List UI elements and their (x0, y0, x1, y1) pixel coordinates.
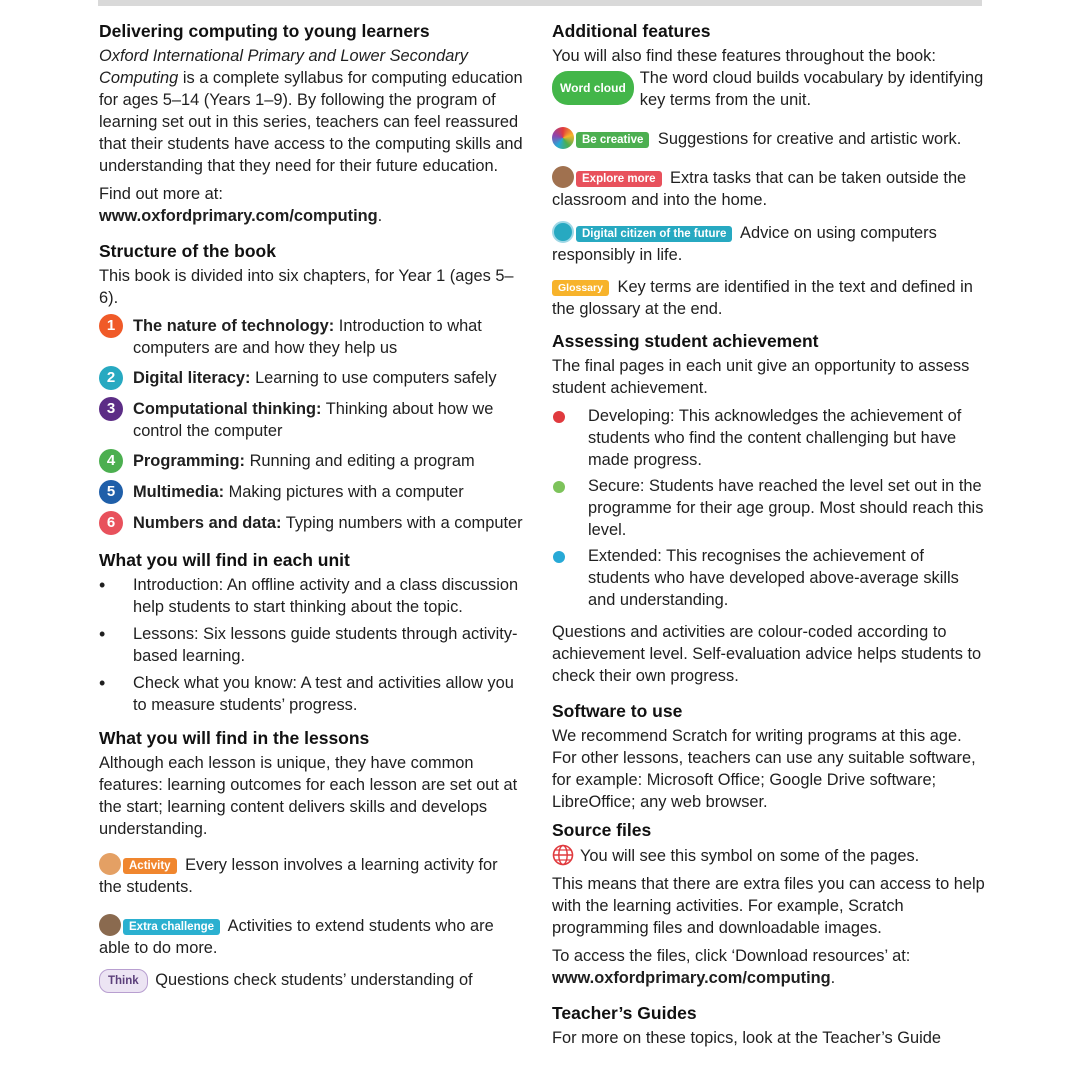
chapter-number-badge: 1 (99, 314, 123, 338)
word-cloud-feature (552, 67, 987, 111)
think-feature (99, 969, 524, 993)
child-reading-icon (99, 853, 121, 875)
intro-url-line: www.oxfordprimary.com/computing. (99, 207, 383, 225)
chapter-title: Numbers and data: (133, 514, 282, 532)
assessing-outro: Questions and activities are colour-coded according to achievement level. Self-evaluation advice helps students to check their own progress. (552, 623, 982, 685)
bullet-icon: • (99, 673, 106, 693)
chapter-text (133, 398, 524, 442)
unit-list-item (99, 672, 524, 716)
source-url[interactable]: www.oxfordprimary.com/computing (552, 969, 831, 987)
chapter-desc: Typing numbers with a computer (281, 514, 523, 532)
source-symbol-text: You will see this symbol on some of the pages. (580, 847, 920, 865)
chapter-title: Digital literacy: (133, 369, 251, 387)
right-column (552, 20, 987, 1049)
chapter-list (99, 315, 524, 535)
achievement-level-item (552, 475, 987, 541)
chapter-title: Computational thinking: (133, 400, 322, 418)
level-dot-icon (553, 411, 565, 423)
achievement-level-item (552, 405, 987, 471)
unit-list-text: Introduction: An offline activity and a class discussion help students to start thinking about the topic. (133, 576, 519, 616)
bullet-icon: • (99, 575, 106, 595)
extra-challenge-text: Activities to extend students who are able to do more. (99, 917, 494, 957)
globe-icon (552, 844, 574, 866)
extra-challenge-tag: Extra challenge (123, 919, 220, 935)
think-tag: Think (99, 969, 148, 993)
chapter-number-badge: 3 (99, 397, 123, 421)
achievement-level-text: Secure: Students have reached the level set out in the programme for their age group. Most should reach this level. (588, 477, 984, 539)
assessing-heading: Assessing student achievement (552, 331, 819, 351)
chapter-title: Multimedia: (133, 483, 225, 501)
explore-more-text: Extra tasks that can be taken outside the classroom and into the home. (552, 169, 967, 209)
chapter-text (133, 481, 464, 503)
extra-challenge-feature (99, 914, 524, 959)
chapter-item (99, 367, 524, 390)
unit-list-text: Check what you know: A test and activities allow you to measure students’ progress. (133, 674, 514, 714)
level-dot-icon (553, 481, 565, 493)
series-title: Oxford International Primary and Lower Secondary Computing (99, 47, 468, 87)
lessons-heading: What you will find in the lessons (99, 728, 370, 748)
chapter-item (99, 512, 524, 535)
intro-url[interactable]: www.oxfordprimary.com/computing (99, 207, 378, 225)
explore-more-tag: Explore more (576, 171, 662, 187)
chapter-desc: Making pictures with a computer (224, 483, 464, 501)
top-rule (98, 0, 982, 6)
chapter-number-badge: 2 (99, 366, 123, 390)
chapter-number-badge: 6 (99, 511, 123, 535)
chapter-item (99, 315, 524, 359)
activity-text: Every lesson involves a learning activity for the students. (99, 856, 498, 896)
unit-list-item (99, 623, 524, 667)
chapter-number-badge: 5 (99, 480, 123, 504)
structure-intro: This book is divided into six chapters, for Year 1 (ages 5–6). (99, 267, 514, 307)
explore-more-feature (552, 166, 987, 211)
intro-paragraph (99, 45, 524, 177)
badge-icon (552, 221, 574, 243)
word-cloud-tag: Word cloud (552, 71, 634, 105)
bullet-icon: • (99, 624, 106, 644)
be-creative-text: Suggestions for creative and artistic work. (653, 130, 962, 148)
achievement-level-item (552, 545, 987, 611)
glossary-feature (552, 276, 987, 320)
software-heading: Software to use (552, 701, 683, 721)
be-creative-tag: Be creative (576, 132, 649, 148)
chapter-text (133, 367, 497, 389)
chapter-desc: Thinking about how we control the computer (133, 400, 494, 440)
explorer-icon (552, 166, 574, 188)
palette-icon (552, 127, 574, 149)
chapter-text (133, 315, 524, 359)
intro-heading: Delivering computing to young learners (99, 21, 430, 41)
source-url-line: www.oxfordprimary.com/computing. (552, 969, 836, 987)
lessons-body: Although each lesson is unique, they have common features: learning outcomes for each lesson are set out at the start; learning content delivers skills and develops understanding. (99, 754, 518, 838)
level-dot-icon (553, 551, 565, 563)
teachers-guides-heading: Teacher’s Guides (552, 1003, 697, 1023)
intro-body: is a complete syllabus for computing education for ages 5–14 (Years 1–9). By following the program of learning set out in this series, teachers can feel reassured that their students have access to the computing skills and understanding that they need for their future education. (99, 69, 523, 175)
be-creative-feature (552, 127, 987, 150)
chapter-number-badge: 4 (99, 449, 123, 473)
source-files-heading: Source files (552, 820, 652, 840)
word-cloud-text: The word cloud builds vocabulary by identifying key terms from the unit. (639, 69, 984, 109)
unit-heading: What you will find in each unit (99, 550, 350, 570)
chapter-item (99, 398, 524, 442)
achievement-level-list (552, 405, 987, 611)
teachers-guides-body: For more on these topics, look at the Teacher’s Guide (552, 1029, 942, 1047)
left-column (99, 20, 524, 1003)
features-heading: Additional features (552, 21, 711, 41)
unit-list-text: Lessons: Six lessons guide students through activity-based learning. (133, 625, 518, 665)
chapter-item (99, 481, 524, 504)
chapter-item (99, 450, 524, 473)
chapter-title: The nature of technology: (133, 317, 335, 335)
features-intro: You will also find these features throughout the book: (552, 47, 936, 65)
glossary-text: Key terms are identified in the text and defined in the glossary at the end. (552, 278, 973, 318)
child-icon (99, 914, 121, 936)
digital-citizen-feature (552, 221, 987, 266)
chapter-desc: Introduction to what computers are and how they help us (133, 317, 482, 357)
chapter-title: Programming: (133, 452, 246, 470)
chapter-desc: Learning to use computers safely (250, 369, 497, 387)
digital-citizen-tag: Digital citizen of the future (576, 226, 732, 242)
source-body: This means that there are extra files you can access to help with the learning activities. For example, Scratch programming files and downloadable images. (552, 875, 985, 937)
activity-tag: Activity (123, 858, 177, 874)
source-access: To access the files, click ‘Download resources’ at: (552, 947, 911, 965)
source-symbol-line (552, 844, 987, 867)
activity-feature (99, 853, 524, 898)
structure-heading: Structure of the book (99, 241, 276, 261)
chapter-text (133, 512, 523, 534)
assessing-intro: The final pages in each unit give an opportunity to assess student achievement. (552, 357, 970, 397)
chapter-desc: Running and editing a program (245, 452, 475, 470)
unit-list-item (99, 574, 524, 618)
achievement-level-text: Developing: This acknowledges the achievement of students who find the content challenging but have made progress. (588, 407, 962, 469)
chapter-text (133, 450, 475, 472)
software-body: We recommend Scratch for writing programs at this age. For other lessons, teachers can use any suitable software, for example: Microsoft Office; Google Drive software; LibreOffice; any web browser. (552, 727, 976, 811)
unit-list (99, 574, 524, 716)
digital-citizen-text: Advice on using computers responsibly in life. (552, 224, 937, 264)
find-out-text: Find out more at: (99, 185, 223, 203)
glossary-tag: Glossary (552, 280, 609, 296)
achievement-level-text: Extended: This recognises the achievement of students who have developed above-average skills and understanding. (588, 547, 959, 609)
think-text: Questions check students’ understanding of (150, 971, 473, 989)
